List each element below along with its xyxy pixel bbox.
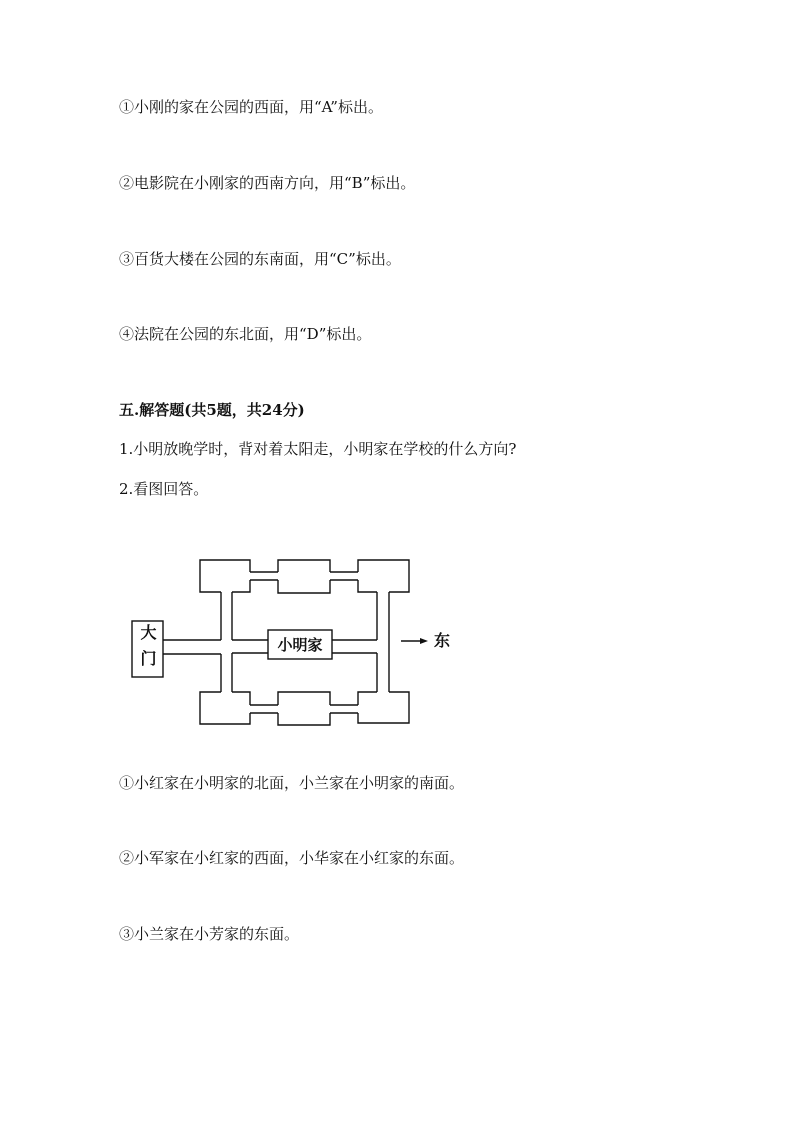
block-top-right: [358, 560, 409, 592]
block-top-middle: [278, 560, 330, 593]
road-left-vertical: [221, 592, 232, 692]
question-1: 1.小明放晚学时，背对着太阳走，小明家在学校的什么方向?: [119, 440, 517, 458]
road-to-gate: [163, 640, 221, 654]
section4-item-3: ③百货大楼在公园的东南面，用“C”标出。: [119, 250, 401, 268]
question-2-item-2: ②小军家在小红家的西面，小华家在小红家的东面。: [119, 849, 465, 867]
section4-item-2: ②电影院在小刚家的西南方向，用“B”标出。: [119, 174, 416, 192]
section4-item-1: ①小刚的家在公园的西面，用“A”标出。: [119, 98, 383, 116]
block-top-left: [200, 560, 250, 592]
road-right-vertical: [377, 592, 389, 692]
gate-label: 大门: [138, 624, 157, 676]
east-label: 东: [434, 631, 451, 650]
block-bottom-left: [200, 692, 250, 724]
question-2-item-3: ③小兰家在小芳家的东面。: [119, 925, 300, 943]
connector-bottom-left: [250, 705, 278, 713]
east-arrow-head: [420, 638, 428, 644]
question-2-item-1: ①小红家在小明家的北面，小兰家在小明家的南面。: [119, 774, 465, 792]
block-bottom-middle: [278, 692, 330, 725]
home-label: 小明家: [277, 636, 323, 654]
road-map-diagram: [125, 550, 465, 735]
question-2: 2.看图回答。: [119, 480, 209, 498]
connector-top-left: [250, 572, 278, 580]
connector-bottom-right: [330, 705, 358, 713]
section4-item-4: ④法院在公园的东北面，用“D”标出。: [119, 325, 372, 343]
block-bottom-right: [358, 692, 409, 723]
section5-heading: 五.解答题(共5题，共24分): [119, 401, 305, 419]
connector-top-right: [330, 572, 358, 580]
